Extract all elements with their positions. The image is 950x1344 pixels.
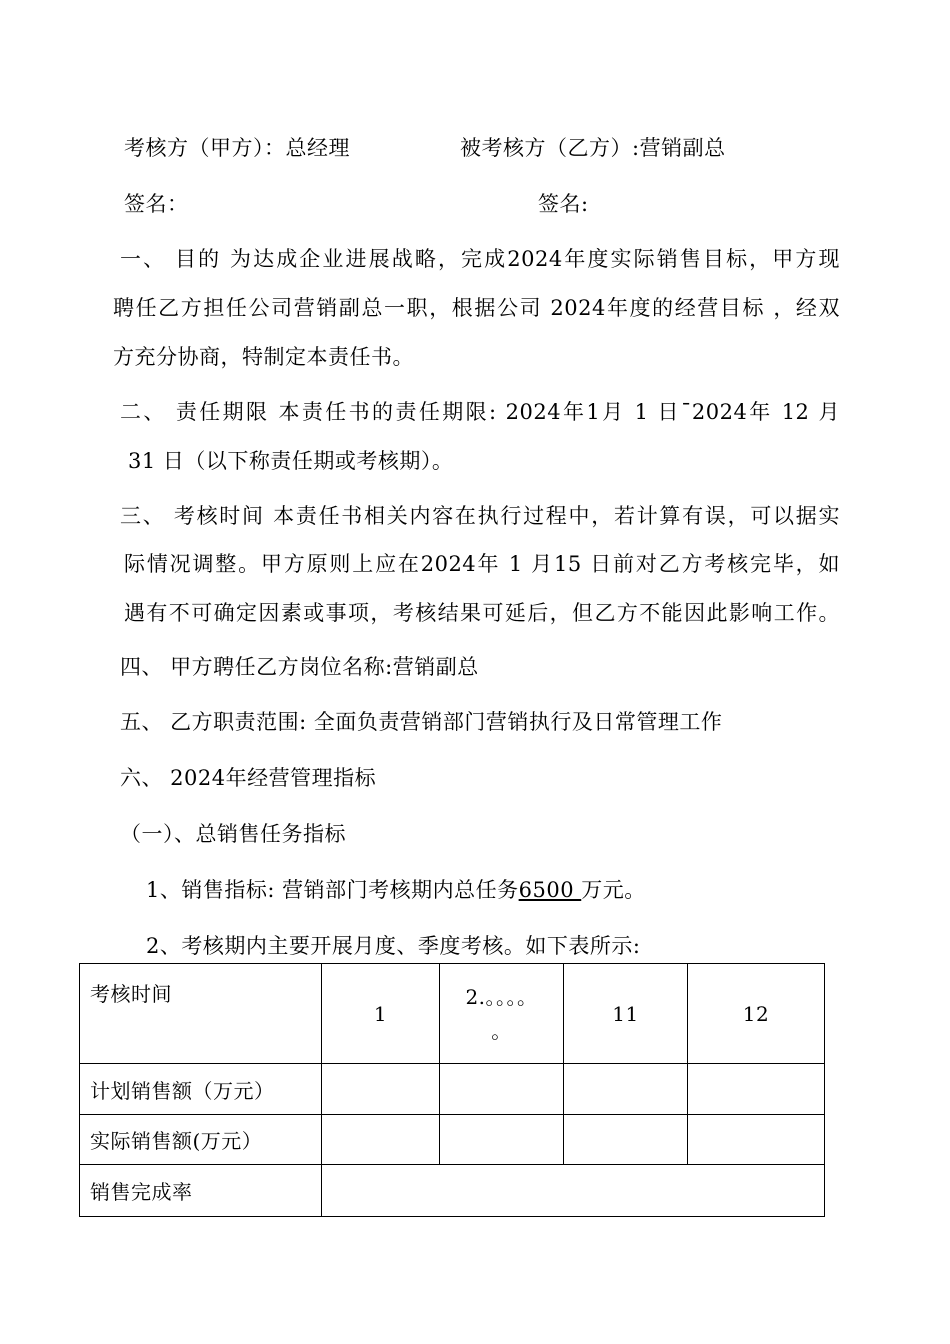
item-1-prefix: 1、销售指标: 营销部门考核期内总任务	[146, 878, 519, 902]
month-2-top: 2.。。。。	[465, 984, 538, 1009]
table-row	[80, 1064, 825, 1115]
section-3-line-3: 遇有不可确定因素或事项，考核结果可延后，但乙方不能因此影响工作。	[124, 601, 840, 625]
planned-sales-label: 计划销售额（万元）	[80, 1064, 322, 1115]
table-cell	[322, 1064, 440, 1115]
table-cell	[688, 1064, 825, 1115]
item-1-suffix: 万元。	[581, 878, 646, 902]
assessor-line: 考核方（甲方）：总经理	[124, 136, 350, 160]
section-4: 四、 甲方聘任乙方岗位名称:营销副总	[120, 655, 479, 679]
table-header-row	[80, 964, 825, 1064]
month-2-cell	[440, 964, 564, 1064]
section-2-line-2: 31 日（以下称责任期或考核期）。	[128, 449, 454, 473]
signature-left: 签名：	[124, 192, 189, 216]
signature-right: 签名:	[538, 192, 589, 216]
item-1-value: 6500	[518, 878, 582, 902]
section-1-line-2: 聘任乙方担任公司营销副总一职，根据公司 2024年度的经营目标 ，经双	[113, 296, 840, 320]
table-row	[80, 1165, 825, 1217]
month-11-cell: 11	[564, 964, 688, 1064]
actual-sales-label: 实际销售额(万元）	[80, 1115, 322, 1165]
table-cell	[440, 1115, 564, 1165]
section-5: 五、 乙方职责范围: 全面负责营销部门营销执行及日常管理工作	[120, 710, 723, 734]
assessment-table	[79, 963, 825, 1217]
table-cell	[688, 1115, 825, 1165]
section-3-line-1: 三、 考核时间 本责任书相关内容在执行过程中，若计算有误，可以据实	[120, 504, 840, 528]
table-cell	[440, 1064, 564, 1115]
month-12-cell: 12	[688, 964, 825, 1064]
section-2-line-1: 二、 责任期限 本责任书的责任期限: 2024年1月 1 日¯2024年 12 月	[120, 400, 840, 424]
month-1-cell: 1	[322, 964, 440, 1064]
section-3-line-2: 际情况调整。甲方原则上应在2024年 1 月15 日前对乙方考核完毕，如	[124, 552, 840, 576]
section-1-line-1: 一、 目的 为达成企业进展战略，完成2024年度实际销售目标，甲方现	[120, 247, 840, 271]
month-2-bottom: 。	[491, 1018, 512, 1043]
table-cell	[564, 1115, 688, 1165]
table-cell	[322, 1115, 440, 1165]
section-1-line-3: 方充分协商，特制定本责任书。	[113, 345, 414, 369]
completion-rate-cell	[322, 1165, 825, 1217]
header-label-cell: 考核时间	[80, 964, 322, 1064]
completion-rate-label: 销售完成率	[80, 1165, 322, 1217]
table-cell	[564, 1064, 688, 1115]
assessee-line: 被考核方（乙方）:营销副总	[460, 136, 726, 160]
subsection-6-1: （一）、总销售任务指标	[120, 822, 346, 846]
item-1	[146, 876, 646, 904]
section-6: 六、 2024年经营管理指标	[120, 766, 377, 790]
table-row	[80, 1115, 825, 1165]
item-2: 2、考核期内主要开展月度、季度考核。如下表所示:	[146, 934, 641, 958]
